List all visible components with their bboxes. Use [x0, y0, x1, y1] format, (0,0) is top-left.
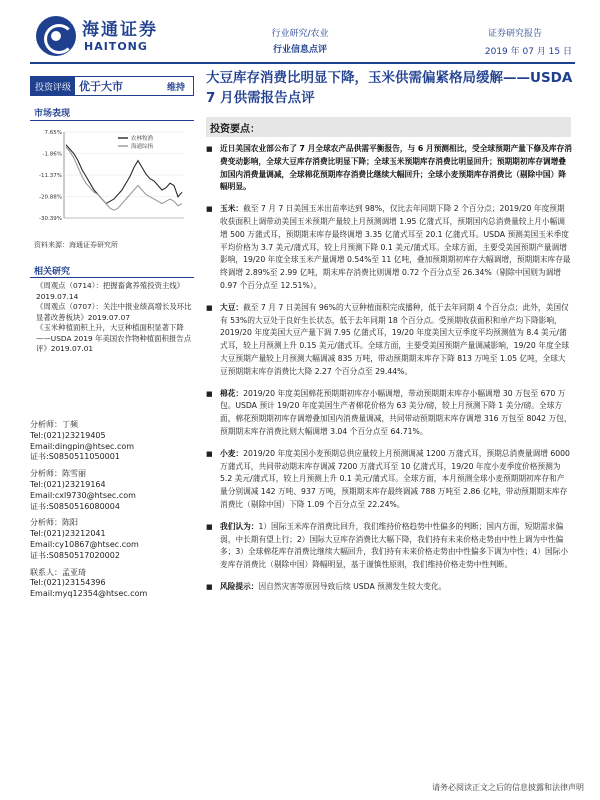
summary-content — [206, 143, 572, 603]
haitong-seal-icon — [36, 16, 76, 56]
analyst-tel: Tel:(021)23219164 — [30, 479, 106, 489]
related-research-title: 相关研究 — [34, 267, 71, 277]
y-tick-label: -30.39% — [39, 216, 62, 222]
related-item[interactable]: 《周观点（0707）：关注中报业绩高增长及环比显著改善板块》2019.07.07 — [36, 302, 192, 322]
bullet-icon: ■ — [206, 582, 213, 591]
bullet-icon: ■ — [206, 145, 213, 153]
analyst-email[interactable]: Email:cxl9730@htsec.com — [30, 490, 136, 500]
legend-label: 农林牧渔 — [131, 136, 154, 142]
paragraph-lead: 玉米： — [220, 204, 244, 214]
paragraph-body: 1）国际玉米库存消费比回升，我们维持价格趋势中性偏多的判断；国内方面，短期需求偏弱，中长期有望上行；2）国际大豆库存消费比大幅下降，我们持有未来价格走势由中性上调为中性偏多；3）全球棉花库存消费比继续大幅回升，我们持有未来价格走势由中性偏多下调为中性；4）国际小麦库存消费比（剔除中国）降幅明显，基于谨慎性原则，我们维持价格走势中性判断。 — [220, 521, 569, 570]
bullet-icon: ■ — [206, 449, 213, 458]
analyst-email[interactable]: Email:myq12354@htsec.com — [30, 589, 148, 599]
summary-paragraph — [206, 521, 572, 572]
logo-english: HAITONG — [84, 40, 148, 53]
analyst-block — [30, 420, 194, 463]
analyst-name: 分析师：丁频 — [30, 420, 78, 429]
report-date: 2019 年 07 月 15 日 — [484, 47, 572, 57]
rating-value: 优于大市 — [79, 80, 124, 93]
paragraph-lead: 我们认为： — [220, 521, 259, 531]
header-divider — [30, 62, 575, 64]
summary-title: 投资要点： — [210, 124, 260, 135]
summary-paragraph — [206, 203, 572, 293]
y-tick-label: -1.86% — [42, 151, 62, 158]
analyst-cert: 证书:S0850517020002 — [30, 550, 120, 560]
analyst-tel: Tel:(021)23219405 — [30, 430, 106, 440]
chart-source: 资料来源：海通证券研究所 — [34, 241, 118, 249]
report-type: 证券研究报告 — [488, 29, 543, 39]
logo-chinese: 海通证券 — [82, 20, 158, 40]
summary-paragraph — [206, 143, 572, 194]
paragraph-lead: 小麦： — [220, 448, 244, 458]
analyst-cert: 证书:S0850516080004 — [30, 501, 120, 511]
haitong-logo — [36, 13, 156, 59]
paragraph-body: 截至 7 月 7 日美国有 96%的大豆种植面积完成播种，低于去年同期 4 个百分点；此外，美国仅有 53%的大豆处于良好生长状态，低于去年同期 18 个百分点。受预期收获面积和单产均下降影响，2019/20 年度美国大豆产量下调 7.95 亿蒲式耳，19/20 年度美国大豆季度平均预测值为 8.4 美元/蒲式耳，较上月预测上升 0.15 美元/蒲式耳。全球方面，主要受美国预期产量调减影响，19/20 年度全球大豆预期产量较上月预测大幅调减 835 万吨，带动预期期末库存下降 813 万吨至 1.05 亿吨，全球大豆预期期末库存消费比大降 2.27 个百分点至 29.44%。 — [220, 302, 570, 376]
paragraph-body: 2019/20 年度美国小麦预期总供应量较上月预测调减 1200 万蒲式耳，预期总消费量调增 6000 万蒲式耳，共同带动期末库存调减 7200 万蒲式耳至 10 亿蒲式耳，19/20 年度小麦季度价格预测为 5.2 美元/蒲式耳，较上月预测上升 0.1 美元/蒲式耳。全球方面，本月预测全球小麦预期期初库存和产量分别调减 142 万吨、937 万吨，预期期末库存最终调减 788 万吨至 2.86 亿吨，带动预期期末库存消费比（剔除中国）下降 1.09 个百分点至 22.24%。 — [220, 448, 570, 509]
analyst-block — [30, 469, 194, 512]
summary-paragraph — [206, 302, 572, 379]
analyst-cert: 证书:S0850511050001 — [30, 452, 120, 462]
paragraph-body: 因自然灾害等原因导致后续 USDA 预测发生较大变化。 — [258, 581, 447, 591]
report-subcategory: 行业信息点评 — [272, 45, 327, 55]
market-section-divider — [30, 120, 194, 121]
summary-paragraph — [206, 388, 572, 439]
analyst-block — [30, 568, 194, 600]
bullet-icon: ■ — [206, 389, 213, 398]
y-tick-label: 7.65% — [44, 130, 62, 136]
related-research-list — [36, 281, 194, 355]
summary-header-bar — [206, 117, 571, 137]
analyst-contacts — [30, 420, 194, 606]
legend-label: 海通综指 — [131, 144, 154, 150]
paragraph-lead: 大豆： — [220, 302, 244, 312]
series-line-2 — [66, 147, 182, 210]
paragraph-body: 2019/20 年度美国棉花预期期初库存小幅调增，带动预期期末库存小幅调增 30 万包至 670 万包。USDA 预计 19/20 年度美国生产者棉花价格为 63 美分/磅，较上月预测下降 1 美分/磅。全球方面，棉花预期期初库存调增叠加国内消费量调减，共同带动预期期末库存调增 316 万包至 8042 万包，预期期末库存消费比则大幅调增 3.04 个百分点至 64.71%。 — [220, 388, 572, 436]
bullet-icon: ■ — [206, 522, 213, 531]
analyst-tel: Tel:(021)23212041 — [30, 529, 106, 539]
bullet-icon: ■ — [206, 303, 213, 312]
bullet-icon: ■ — [206, 205, 213, 214]
disclaimer-footer: 请务必阅读正文之后的信息披露和法律声明 — [432, 783, 584, 792]
market-section-title: 市场表现 — [34, 109, 71, 119]
related-research-divider — [30, 277, 194, 278]
analyst-name: 分析师：陈雪丽 — [30, 469, 86, 479]
analyst-name: 联系人：孟亚琦 — [30, 567, 86, 577]
investment-rating — [30, 76, 194, 96]
paragraph-lead: 棉花： — [220, 388, 244, 398]
paragraph-body: 截至 7 月 7 日美国玉米出苗率达到 98%，仅比去年同期下降 2 个百分点；2019/20 年度预期收获面积上调带动美国玉米预期产量较上月预测调增 1.95 亿蒲式耳，预期国内总消费量较上月小幅调增 500 万蒲式耳，预期期末库存最终调增 3.35 亿蒲式耳至 20.1 亿蒲式耳。USDA 预测美国玉米季度平均价格为 3.7 美元/蒲式耳，较上月预测下降 0.1 美元/蒲式耳。全球方面，主要受美国预期产量调增影响，19/20 年度全球玉米产量调增 0.54%至 11 亿吨，叠加预期期初库存大幅调增，预期期末库存最终调增 2.89%至 2.99 亿吨，期末库存消费比则调增 0.72 个百分点至 26.34%（剔除中国则为调增 0.97 个百分点至 12.51%）。 — [220, 204, 571, 290]
y-tick-label: -20.88% — [39, 194, 62, 201]
report-category: 行业研究/农业 — [271, 29, 329, 39]
summary-paragraph — [206, 581, 572, 594]
related-item[interactable]: 《玉米种植面积上升，大豆种植面积显著下降——USDA 2019 年美国农作物种植面积报告点评》2019.07.01 — [36, 323, 192, 353]
report-title: 大豆库存消费比明显下降，玉米供需偏紧格局缓解——USDA 7 月供需报告点评 — [206, 70, 573, 106]
paragraph-lead: 风险提示： — [220, 581, 259, 591]
analyst-email[interactable]: Email:dingpin@htsec.com — [30, 441, 135, 451]
summary-paragraph — [206, 448, 572, 512]
analyst-name: 分析师：陈阳 — [30, 518, 78, 528]
rating-status: 维持 — [166, 82, 185, 93]
analyst-block — [30, 518, 194, 561]
analyst-tel: Tel:(021)23154396 — [30, 578, 106, 588]
y-tick-label: -11.37% — [39, 173, 62, 179]
paragraph-lead: 近日美国农业部公布了 7 月全球农产品供需平衡报告，与 6 月预测相比，受全球预期产量下修及库存消费变动影响，全球大豆库存消费比明显下降；全球玉米预期库存消费比明显回升；预期期初库存调增叠加国内消费量调减，全球棉花预期库存消费比继续大幅回升；全球小麦预期库存消费比（剔除中国）降幅明显。 — [220, 144, 572, 192]
related-item[interactable]: 《周观点（0714）：把握畜禽养殖投资主线》2019.07.14 — [36, 281, 185, 301]
market-performance-chart — [34, 126, 192, 236]
rating-label: 投资评级 — [31, 77, 75, 95]
analyst-email[interactable]: Email:cy10867@htsec.com — [30, 539, 139, 549]
